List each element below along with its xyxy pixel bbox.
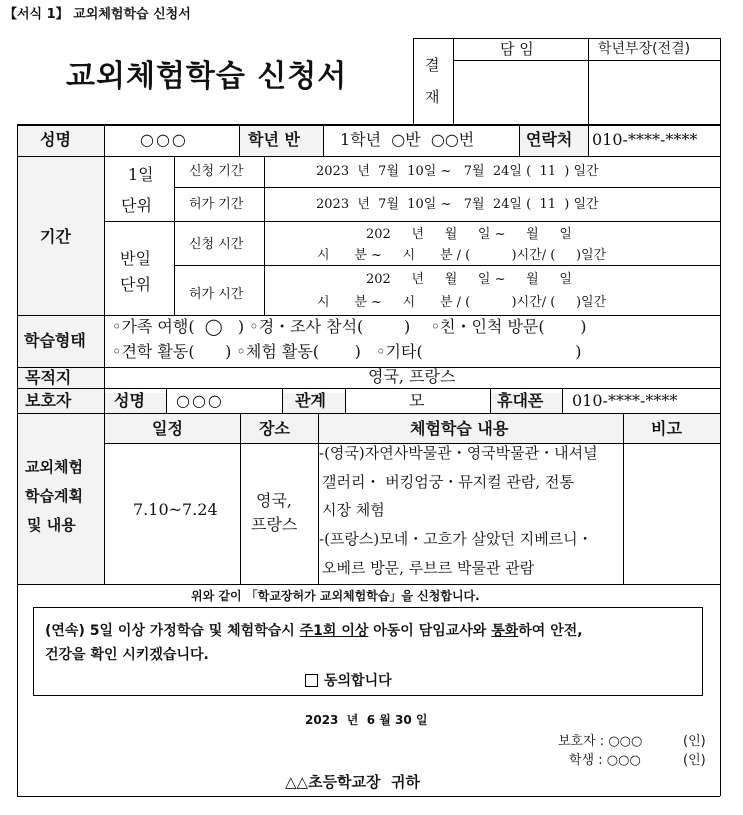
apply-time-line2: 시 분 ~ 시 분 / ( )시간/ ( )일간: [317, 248, 607, 263]
permit-time-line1: 202 년 월 일 ~ 월 일: [366, 272, 572, 287]
approval-col-homeroom: 담 임: [500, 40, 534, 58]
plan-content-line: 오베르 방문, 루브르 박물관 관람: [322, 559, 535, 577]
plan-schedule: 7.10~7.24: [133, 500, 218, 519]
guardian-phone-value: 010-****-****: [572, 391, 678, 410]
form-label: 【서식 1】 교외체험학습 신청서: [4, 7, 191, 22]
full-day-unit-1: 1일: [128, 165, 154, 184]
student-seal: (인): [683, 753, 706, 768]
study-type-label: 학습형태: [24, 331, 86, 350]
guardian-sign: 보호자 : ○○○: [558, 734, 643, 749]
plan-label-1: 교외체험: [25, 458, 83, 476]
approval-col-grade-head: 학년부장(전결): [598, 41, 691, 57]
apply-period-value: 2023 년 7월 10일 ~ 7월 24일 ( 11 ) 일간: [316, 164, 599, 179]
statement: 위와 같이 「학교장허가 교외체험학습」을 신청합니다.: [191, 589, 480, 603]
permit-time-label: 허가 시간: [189, 287, 244, 302]
period-label: 기간: [40, 227, 71, 246]
plan-content-line: -(프랑스)모네・고흐가 살았던 지베르니・: [319, 530, 593, 548]
student-contact-value: 010-****-****: [592, 130, 698, 149]
guardian-name-label: 성명: [114, 391, 145, 410]
approval-label-2: 재: [425, 88, 440, 106]
page-title: 교외체험학습 신청서: [66, 59, 348, 94]
plan-col-note: 비고: [651, 419, 682, 438]
student-sign: 학생 : ○○○: [569, 753, 641, 768]
student-class-label: 학년 반: [248, 130, 300, 149]
destination-label: 목적지: [25, 368, 72, 387]
plan-col-schedule: 일정: [152, 419, 183, 438]
plan-place-1: 영국,: [256, 491, 292, 510]
plan-content-line: 갤러리・ 버킹엄궁・뮤지컬 관람, 전통: [322, 473, 574, 491]
approval-label-1: 결: [425, 56, 440, 74]
apply-period-label: 신청 기간: [189, 164, 244, 179]
addressee: △△초등학교장 귀하: [285, 773, 420, 791]
guardian-phone-label: 휴대폰: [497, 391, 544, 410]
student-name-value: ○○○: [140, 130, 188, 149]
study-type-line1: ◦가족 여행( ◯ ) ◦경・조사 참석( ) ◦친・인척 방문( ): [112, 317, 587, 336]
permit-time-line2: 시 분 ~ 시 분 / ( )시간/ ( )일간: [317, 295, 607, 310]
full-day-unit-2: 단위: [121, 196, 152, 215]
permit-period-label: 허가 기간: [189, 197, 244, 212]
apply-time-label: 신청 시간: [189, 237, 244, 252]
consent-line-2: 건강을 확인 시키겠습니다.: [45, 647, 209, 663]
guardian-label: 보호자: [25, 391, 72, 410]
consent-line-1: (연속) 5일 이상 가정학습 및 체험학습시 주1회 이상 아동이 담임교사와 통화하여 안전,: [45, 623, 583, 639]
plan-place-2: 프랑스: [251, 515, 298, 534]
apply-time-line1: 202 년 월 일 ~ 월 일: [366, 227, 572, 242]
study-type-line2: ◦견학 활동( ) ◦체험 활동( ) ◦기타( ): [112, 342, 582, 361]
agree-checkbox[interactable]: [305, 674, 392, 688]
guardian-relation-label: 관계: [295, 391, 326, 410]
student-contact-label: 연락처: [526, 130, 573, 149]
plan-content-line: 시장 체험: [322, 501, 385, 519]
plan-label-2: 학습계획: [25, 487, 83, 505]
date: 2023 년 6 월 30 일: [305, 713, 428, 727]
half-day-unit-2: 단위: [120, 275, 151, 294]
guardian-seal: (인): [683, 734, 706, 749]
permit-period-value: 2023 년 7월 10일 ~ 7월 24일 ( 11 ) 일간: [316, 197, 599, 212]
half-day-unit-1: 반일: [120, 249, 151, 268]
agree-label: 동의합니다: [324, 673, 392, 689]
guardian-relation-value: 모: [409, 391, 425, 410]
checkbox-icon[interactable]: [305, 674, 318, 687]
plan-label-3: 및 내용: [27, 516, 76, 534]
student-class-value: 1학년 ○반 ○○번: [340, 130, 475, 149]
plan-col-content: 체험학습 내용: [410, 419, 509, 438]
student-name-label: 성명: [40, 130, 71, 149]
guardian-name-value: ○○○: [176, 391, 224, 410]
destination-value: 영국, 프랑스: [368, 367, 456, 386]
plan-col-place: 장소: [259, 419, 290, 438]
plan-content-line: -(영국)자연사박물관・영국박물관・내셔널: [319, 444, 598, 462]
